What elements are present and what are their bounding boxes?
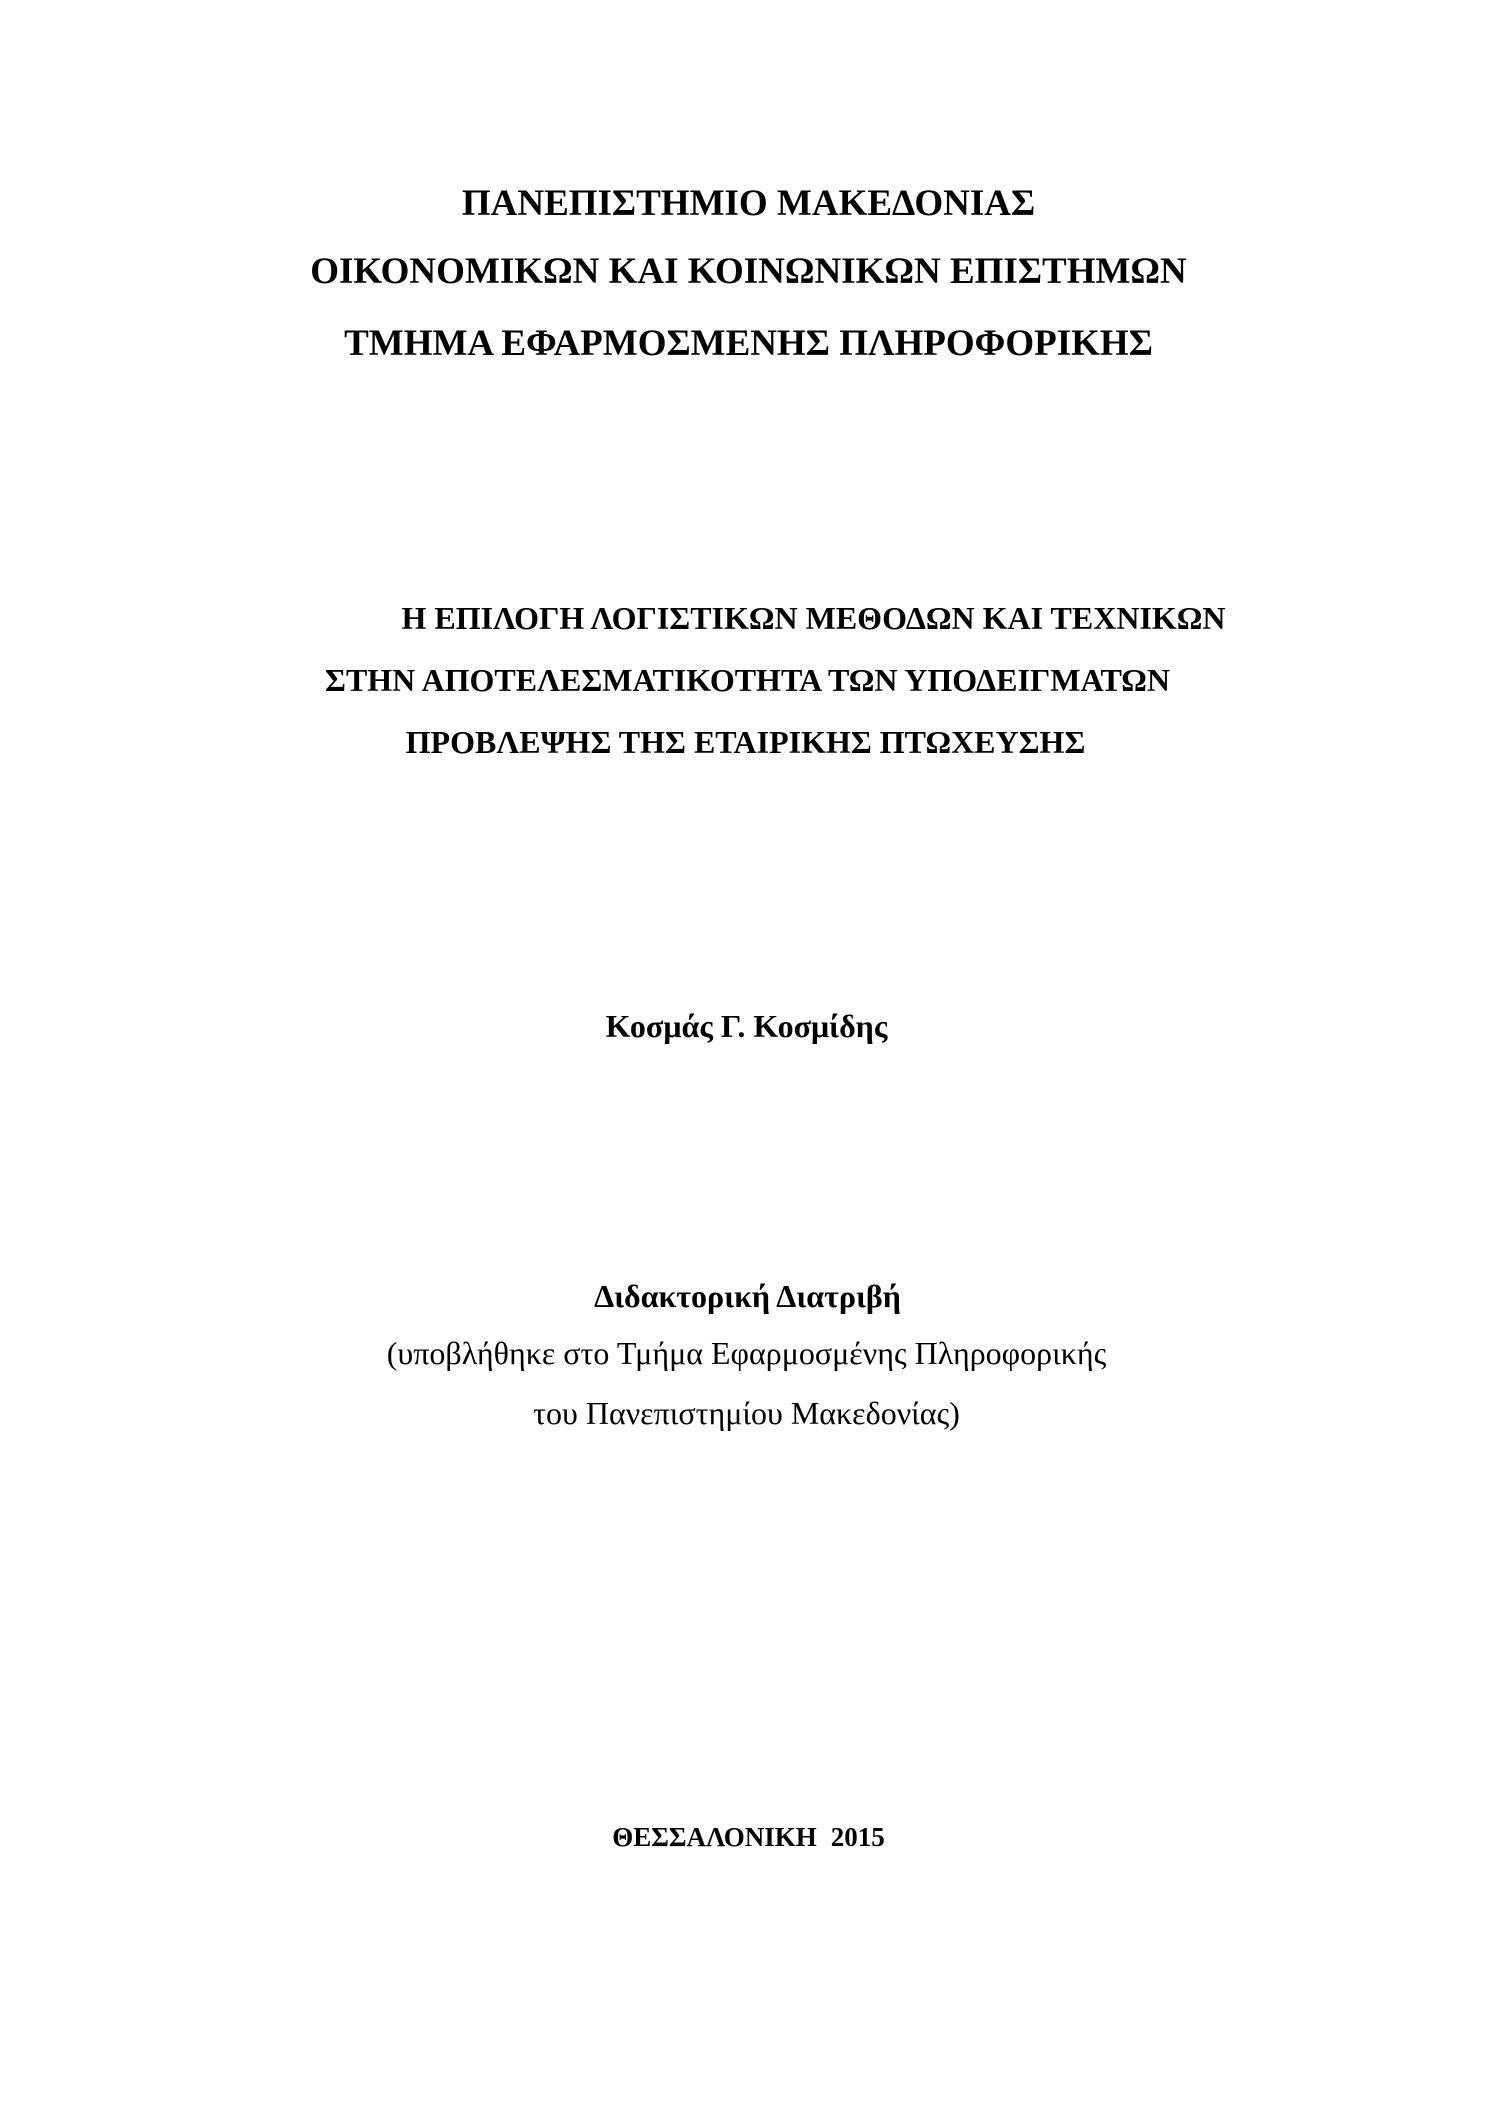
year: 2015 — [830, 1822, 885, 1852]
thesis-title-line-1: Η ΕΠΙΛΟΓΗ ΛΟΓΙΣΤΙΚΩΝ ΜΕΘΟΔΩΝ ΚΑΙ ΤΕΧΝΙΚΩΝ — [401, 600, 1226, 636]
thesis-type: Διδακτορική Διατριβή — [594, 1278, 901, 1314]
thesis-title-line-3: ΠΡΟΒΛΕΨΗΣ ΤΗΣ ΕΤΑΙΡΙΚΗΣ ΠΤΩΧΕΥΣΗΣ — [405, 724, 1086, 760]
university-name: ΠΑΝΕΠΙΣΤΗΜΙΟ ΜΑΚΕΔΟΝΙΑΣ — [461, 183, 1036, 224]
thesis-title-line-2: ΣΤΗΝ ΑΠΟΤΕΛΕΣΜΑΤΙΚΟΤΗΤΑ ΤΩΝ ΥΠΟΔΕΙΓΜΑΤΩΝ — [325, 662, 1170, 698]
submission-note-line-2: του Πανεπιστημίου Μακεδονίας) — [533, 1395, 960, 1431]
submission-note-line-1: (υποβλήθηκε στο Τμήμα Εφαρμοσμένης Πληροφορικής — [386, 1335, 1107, 1371]
place-and-date — [4, 1824, 1489, 1851]
city-name: ΘΕΣΣΑΛΟΝΙΚΗ — [612, 1822, 817, 1852]
department-name: ΤΜΗΜΑ ΕΦΑΡΜΟΣΜΕΝΗΣ ΠΛΗΡΟΦΟΡΙΚΗΣ — [344, 323, 1153, 364]
author-name: Κοσμάς Γ. Κοσμίδης — [605, 1008, 888, 1044]
school-name: ΟΙΚΟΝΟΜΙΚΩΝ ΚΑΙ ΚΟΙΝΩΝΙΚΩΝ ΕΠΙΣΤΗΜΩΝ — [310, 251, 1187, 292]
